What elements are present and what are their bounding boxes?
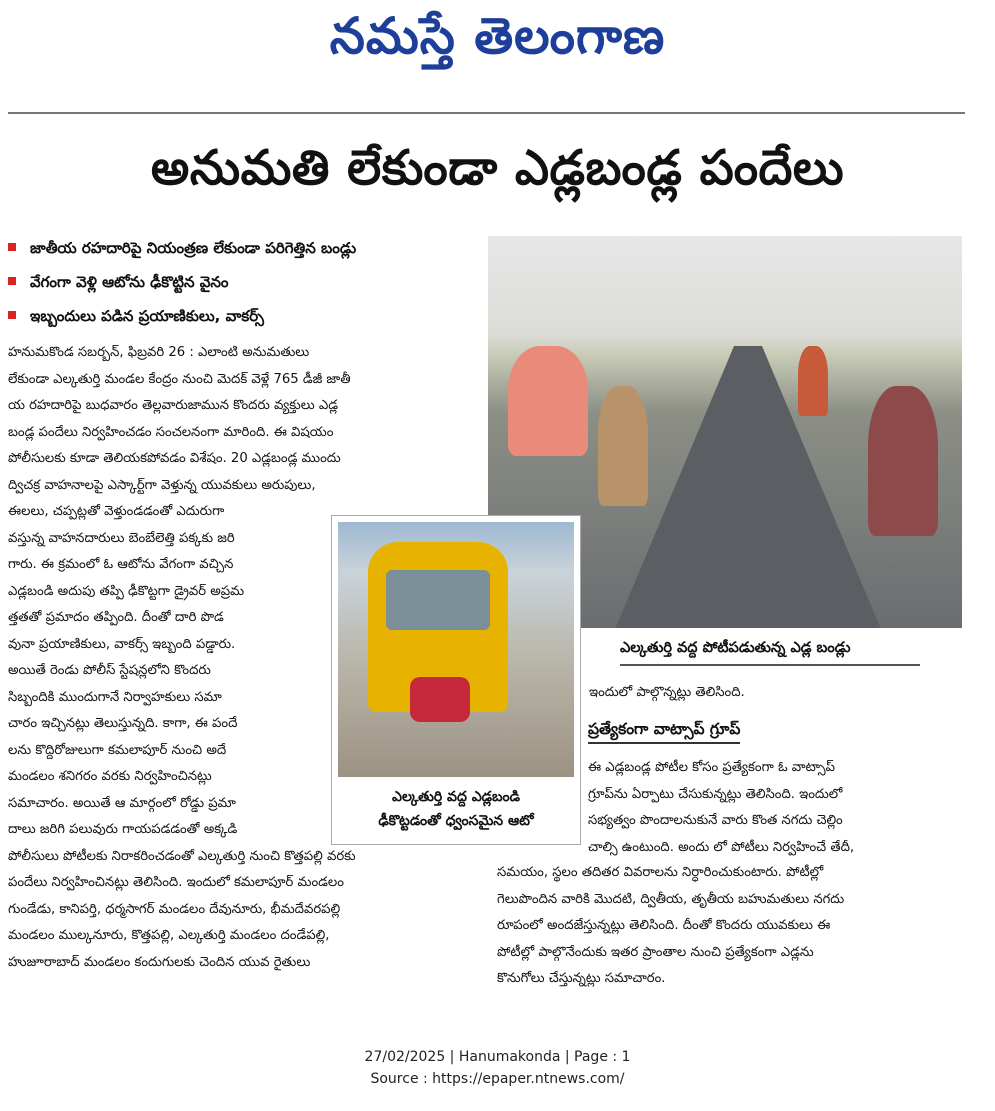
subheading: ప్రత్యేకంగా వాట్సాప్ గ్రూప్ <box>588 720 740 744</box>
text-line: బండ్ల పందేలు నిర్వహించడం సంచలనంగా మారింది. ఈ విషయం <box>8 424 334 440</box>
text-line: ఈలలు, చప్పట్లతో వెళ్తుండడంతో ఎదురుగా <box>8 504 225 519</box>
newspaper-name: నమస్తే తెలంగాణ <box>329 6 666 65</box>
text-line: పోలీసులు పోటీలకు నిరాకరించడంతో ఎల్కతుర్తి నుంచి కొత్తపల్లి వరకు <box>8 848 356 864</box>
text-line: హనుమకొండ సబర్బన్, ఫిబ్రవరి 26 : ఎలాంటి అనుమతులు <box>8 345 310 360</box>
text-line: గ్రూప్‌ను ఏర్పాటు చేసుకున్నట్లు తెలిసింది. ఇందులో <box>588 786 843 802</box>
text-line: త్తతతో ప్రమాదం తప్పింది. దీంతో దారి పొడ <box>8 610 224 625</box>
article-right-intro <box>497 680 967 707</box>
footer <box>0 1046 995 1090</box>
footer-date-line: 27/02/2025 | Hanumakonda | Page : 1 <box>364 1049 631 1065</box>
bullet-square-icon <box>8 311 16 319</box>
bullet-item: ఇబ్బందులు పడిన ప్రయాణికులు, వాకర్స్ <box>8 304 478 338</box>
text-line: లేకుండా ఎల్కతుర్తి మండల కేంద్రం నుంచి మెదక్ వెళ్లే 765 డీజీ జాతీ <box>8 371 351 387</box>
footer-source-line: Source : https://epaper.ntnews.com/ <box>370 1071 625 1087</box>
auto-photo <box>338 522 574 777</box>
text-line: పోటీల్లో పాల్గొనేందుకు ఇతర ప్రాంతాల నుంచి ప్రత్యేకంగా ఎడ్లను <box>497 944 814 960</box>
text-line: య రహదారిపై బుధవారం తెల్లవారుజామున కొందరు వ్యక్తులు ఎడ్ల <box>8 398 338 413</box>
auto-rickshaw <box>368 542 508 712</box>
text-line: గారు. ఈ క్రమంలో ఓ ఆటోను వేగంగా వచ్చిన <box>8 557 234 572</box>
text-line: రూపంలో అందజేస్తున్నట్లు తెలిసింది. దీంతో కొందరు యువకులు ఈ <box>497 918 831 933</box>
text-line: లను కొద్దిరోజులుగా కమలాపూర్ నుంచి అదే <box>8 742 227 758</box>
bullet-list <box>8 236 478 338</box>
text-line: అయితే రెండు పోలీస్ స్టేషన్లలోని కొందరు <box>8 663 211 678</box>
auto-photo-caption: ఎల్కతుర్తి వద్ద ఎడ్లబండి ఢీకొట్టడంతో ధ్వంసమైన ఆటో <box>378 789 534 829</box>
text-line: గుండేడు, కానిపర్తి, ధర్మసాగర్ మండలం దేవునూరు, భీమదేవరపల్లి <box>8 901 341 917</box>
text-line: సిబ్బందికి ముందుగానే నిర్వాహకులు సమా <box>8 689 222 705</box>
article-right-b <box>497 860 967 993</box>
bullet-square-icon <box>8 243 16 251</box>
road <box>608 346 888 628</box>
text-line: సభ్యత్వం పొందాలనుకునే వారు కొంత నగదు చెల్లిం <box>588 813 843 828</box>
text-line: గెలుపొందిన వారికి మొదటి, ద్వితీయ, తృతీయ బహుమతులు నగదు <box>497 891 845 907</box>
text-line: చారం ఇచ్చినట్లు తెలుస్తున్నది. కాగా, ఈ పందే <box>8 716 238 731</box>
bullet-item: జాతీయ రహదారిపై నియంత్రణ లేకుండా పరిగెత్తిన బండ్లు <box>8 236 478 270</box>
text-line: మండలం శనిగరం వరకు నిర్వహించినట్లు <box>8 769 212 784</box>
text-line: చాల్సి ఉంటుంది. అందు లో పోటీలు నిర్వహించే తేదీ, <box>588 839 855 855</box>
bullet-item: వేగంగా వెళ్లి ఆటోను ఢీకొట్టిన వైనం <box>8 270 478 304</box>
text-line: సమయం, స్థలం తదితర వివరాలను నిర్ధారించుకుంటారు. పోటీల్లో <box>497 865 824 880</box>
text-line: కొనుగోలు చేస్తున్నట్లు సమాచారం. <box>497 971 666 986</box>
text-line: ద్విచక్ర వాహనాలపై ఎస్కార్ట్‌గా వెళ్తున్న యువకులు అరుపులు, <box>8 477 316 493</box>
article-right-a <box>588 755 968 861</box>
front-fender <box>410 677 470 722</box>
bullet-square-icon <box>8 277 16 285</box>
windshield <box>386 570 490 630</box>
headline: అనుమతి లేకుండా ఎడ్లబండ్ల పందేలు <box>150 140 845 196</box>
text-line: మండలం ముల్కనూరు, కొత్తపల్లి, ఎల్కతుర్తి మండలం దండేపల్లి, <box>8 928 330 943</box>
text-line: ఎడ్లబండి అదుపు తప్పి ఢీకొట్టగా డ్రైవర్ అప్రమ <box>8 583 245 599</box>
race-photo-caption: ఎల్కతుర్తి వద్ద పోటీపడుతున్న ఎడ్ల బండ్లు <box>620 640 920 666</box>
bike-rider-figure <box>798 346 828 416</box>
text-line: ఈ ఎడ్లబండ్ల పోటీల కోసం ప్రత్యేకంగా ఓ వాట్సాప్ <box>588 760 836 775</box>
text-line: పోలీసులకు కూడా తెలియకపోవడం విశేషం. 20 ఎడ్లబండ్ల ముందు <box>8 451 341 466</box>
divider <box>8 112 965 114</box>
text-line: దాలు జరిగి పలువురు గాయపడడంతో అక్కడి <box>8 822 238 837</box>
text-line: సమాచారం. అయితే ఆ మార్గంలో రోడ్డు ప్రమా <box>8 795 236 811</box>
bull-figure <box>598 386 648 506</box>
text-line: వునా ప్రయాణికులు, వాకర్స్ ఇబ్బంది పడ్డారు. <box>8 636 236 652</box>
text-line: హుజూరాబాద్ మండలం కందుగులకు చెందిన యువ రైతులు <box>8 954 311 970</box>
rider-figure <box>508 346 588 456</box>
masthead <box>0 0 995 110</box>
text-line: పందేలు నిర్వహించినట్లు తెలిసింది. ఇందులో కమలాపూర్ మండలం <box>8 875 344 890</box>
text-line: ఇందులో పాల్గొన్నట్లు తెలిసింది. <box>589 685 745 700</box>
bike-rider-figure <box>868 386 938 536</box>
text-line: వస్తున్న వాహనదారులు బెంబేలెత్తి పక్కకు జరి <box>8 530 235 546</box>
